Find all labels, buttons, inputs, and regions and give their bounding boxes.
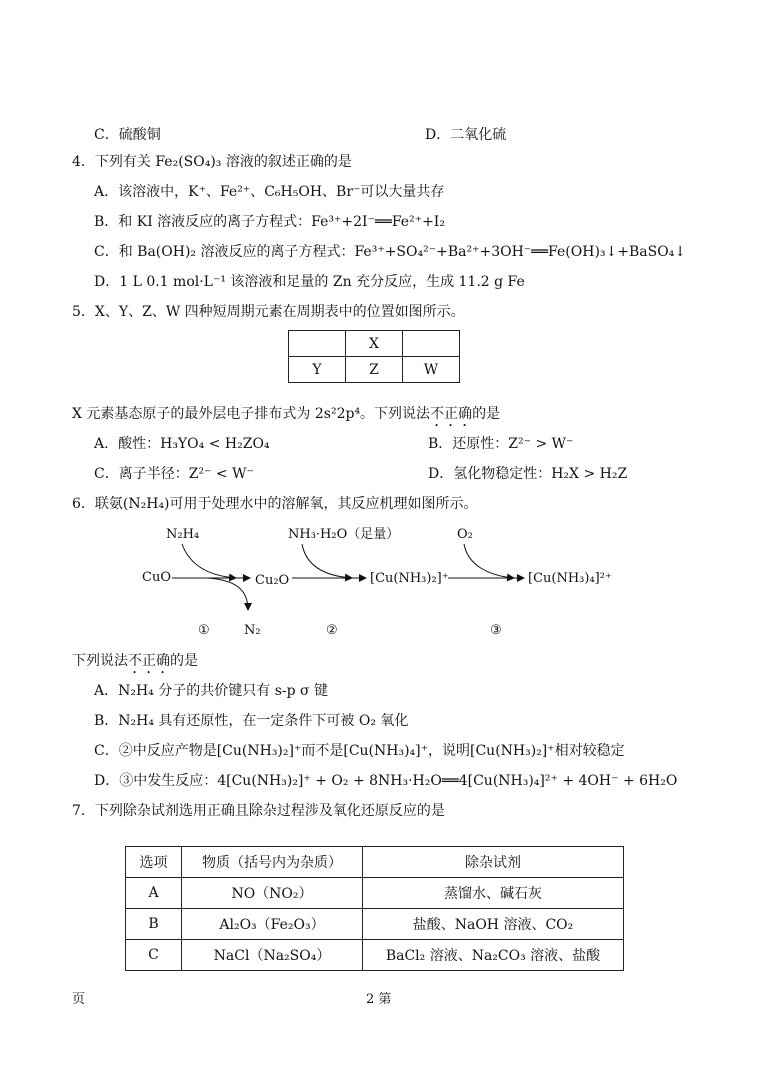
table-row <box>126 940 624 971</box>
table-cell: BaCl₂ 溶液、Na₂CO₃ 溶液、盐酸 <box>363 940 624 971</box>
species-cu-nh3-4: [Cu(NH₃)₄]²⁺ <box>528 571 612 586</box>
q4-option-b: B．和 KI 溶液反应的离子方程式：Fe³⁺+2I⁻══Fe²⁺+I₂ <box>94 214 445 230</box>
q5-stem: 5．X、Y、Z、W 四种短周期元素在周期表中的位置如图所示。 <box>72 304 465 320</box>
q4-option-c: C．和 Ba(OH)₂ 溶液反应的离子方程式：Fe³⁺+SO₄²⁻+Ba²⁺+3OH⁻══Fe(OH)₃↓+BaSO₄↓ <box>94 244 687 260</box>
reagent-ammonia-water: NH₃·H₂O（足量） <box>288 527 400 542</box>
q5-desc-prefix: X 元素基态原子的最外层电子排布式为 2s²2p⁴。下列说法 <box>72 406 431 422</box>
periodic-table-fragment <box>288 330 460 383</box>
q7-stem: 7．下列除杂试剂选用正确且除杂过程涉及氧化还原反应的是 <box>72 803 445 819</box>
q5-option-b: B．还原性：Z²⁻ > W⁻ <box>428 436 574 452</box>
q6-desc-suffix: 的是 <box>170 653 198 669</box>
step-label-2: ② <box>326 623 338 638</box>
table-cell: C <box>126 940 182 971</box>
curved-arrow-ammonia <box>302 544 352 578</box>
reagent-n2h4: N₂H₄ <box>166 527 200 542</box>
table-cell <box>403 331 460 357</box>
step-label-1: ① <box>198 623 210 638</box>
species-cu-nh3-2: [Cu(NH₃)₂]⁺ <box>370 571 449 586</box>
curved-arrow-oxygen <box>464 544 514 578</box>
reaction-mechanism-diagram <box>0 518 760 648</box>
q6-option-d: D．③中发生反应：4[Cu(NH₃)₂]⁺ + O₂ + 8NH₃·H₂O══4[Cu(NH₃)₄]²⁺ + 4OH⁻ + 6H₂O <box>94 773 678 789</box>
table-cell: Y <box>289 357 346 383</box>
table-cell: A <box>126 878 182 909</box>
curved-arrow-n2h4 <box>182 544 236 578</box>
header-option: 选项 <box>126 847 182 878</box>
table-cell: 蒸馏水、碱石灰 <box>363 878 624 909</box>
table-header-row <box>126 847 624 878</box>
q6-option-b: B．N₂H₄ 具有还原性，在一定条件下可被 O₂ 氧化 <box>94 713 409 729</box>
q3-option-c: C．硫酸铜 <box>94 127 161 143</box>
q6-desc-prefix: 下列说法 <box>72 653 128 669</box>
step-label-3: ③ <box>490 623 502 638</box>
q5-desc-emphasis: 不正确 <box>430 406 473 422</box>
table-row <box>126 878 624 909</box>
q4-option-a: A．该溶液中，K⁺、Fe²⁺、C₆H₅OH、Br⁻可以大量共存 <box>94 184 445 200</box>
q6-option-c: C．②中反应产物是[Cu(NH₃)₂]⁺而不是[Cu(NH₃)₄]⁺，说明[Cu(NH₃)₂]⁺相对较稳定 <box>94 743 625 759</box>
table-cell: NaCl（Na₂SO₄） <box>182 940 363 971</box>
table-cell <box>289 331 346 357</box>
q5-desc-suffix: 的是 <box>472 406 501 422</box>
q6-option-a: A．N₂H₄ 分子的共价键只有 s-p σ 键 <box>94 683 329 699</box>
q5-option-d: D．氢化物稳定性：H₂X > H₂Z <box>428 466 628 482</box>
q5-option-a: A．酸性：H₃YO₄ < H₂ZO₄ <box>94 436 270 452</box>
table-cell: Al₂O₃（Fe₂O₃） <box>182 909 363 940</box>
species-cuo: CuO <box>142 570 171 585</box>
species-cu2o: Cu₂O <box>255 573 290 588</box>
table-cell: NO（NO₂） <box>182 878 363 909</box>
q6-stem: 6．联氨(N₂H₄)可用于处理水中的溶解氧，其反应机理如图所示。 <box>72 496 478 512</box>
table-cell: 盐酸、NaOH 溶液、CO₂ <box>363 909 624 940</box>
q4-stem: 4．下列有关 Fe₂(SO₄)₃ 溶液的叙述正确的是 <box>72 154 352 170</box>
reagent-oxygen: O₂ <box>457 527 473 542</box>
byproduct-n2: N₂ <box>244 623 261 638</box>
header-substance: 物质（括号内为杂质） <box>182 847 363 878</box>
purification-table <box>125 846 624 971</box>
header-reagent: 除杂试剂 <box>363 847 624 878</box>
q4-option-d: D．1 L 0.1 mol·L⁻¹ 该溶液和足量的 Zn 充分反应，生成 11.2 g Fe <box>94 274 525 290</box>
q6-description <box>72 650 198 677</box>
table-cell: Z <box>346 357 403 383</box>
table-cell: W <box>403 357 460 383</box>
table-cell: B <box>126 909 182 940</box>
q3-option-d: D．二氧化硫 <box>425 127 507 143</box>
footer-page-number: 2 第 <box>366 992 392 1007</box>
footer-left: 页 <box>72 992 86 1007</box>
q5-option-c: C．离子半径：Z²⁻ < W⁻ <box>94 466 254 482</box>
table-row <box>289 357 460 383</box>
table-row <box>289 331 460 357</box>
table-row <box>126 909 624 940</box>
table-cell: X <box>346 331 403 357</box>
q5-description <box>72 403 500 430</box>
curved-arrow-n2 <box>208 578 248 610</box>
q6-desc-emphasis: 不正确 <box>128 653 170 669</box>
